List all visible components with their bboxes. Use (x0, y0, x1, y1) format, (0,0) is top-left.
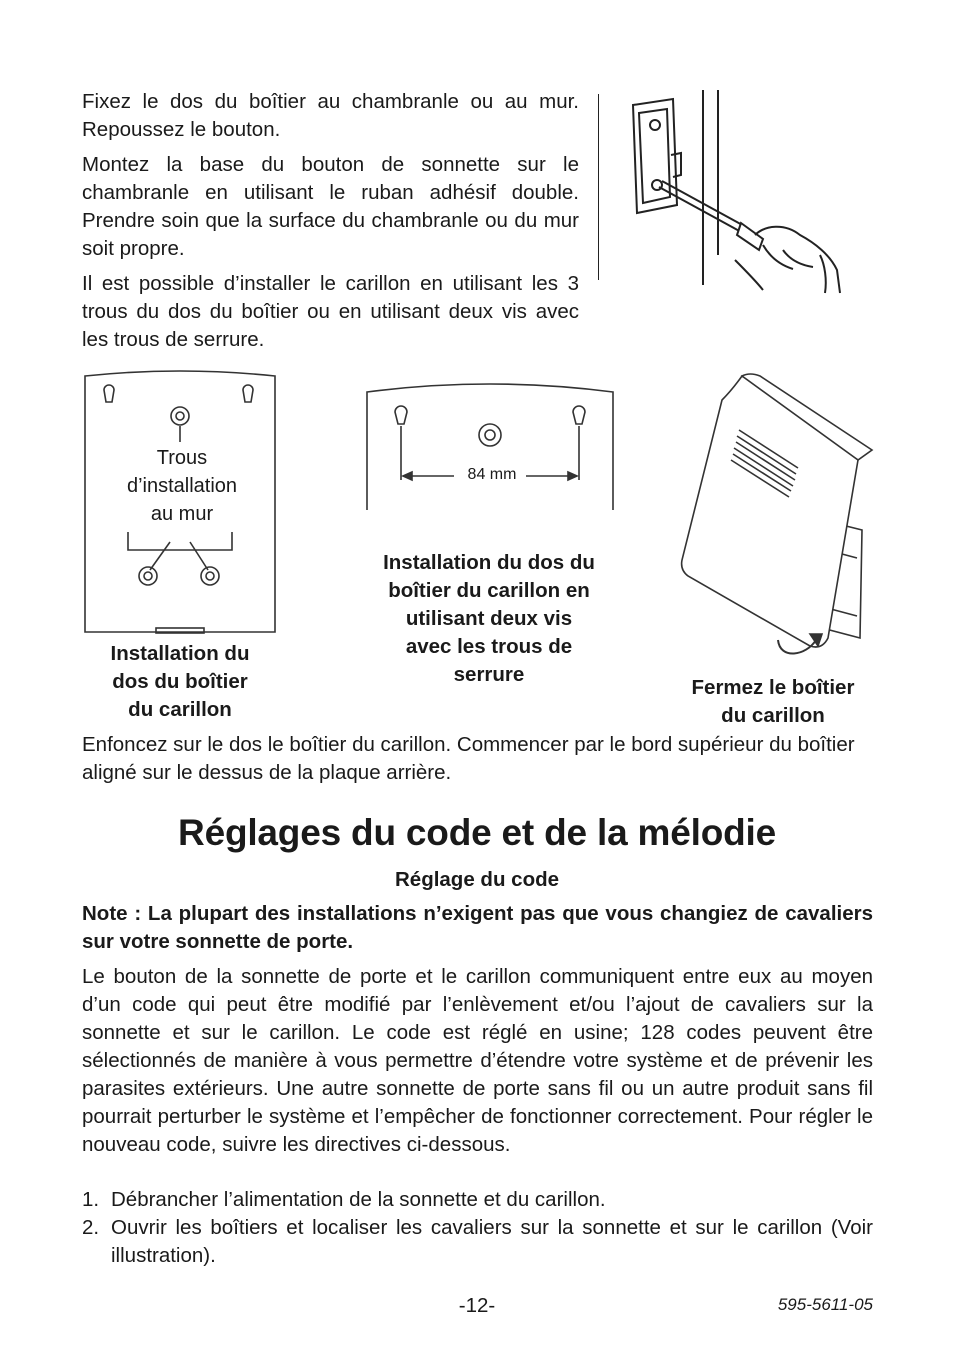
insert-instructions: Enfoncez sur le dos le boîtier du carillon. Commencer par le bord supérieur du boîtier aligné sur le dessus de la plaque arrière. (82, 733, 855, 784)
screwdriver-install-illustration (615, 85, 865, 300)
close-chime-cover-illustration (672, 370, 882, 662)
keyhole-plate-illustration (362, 380, 618, 515)
code-description: Le bouton de la sonnette de porte et le carillon communiquent entre eux au moyen d’un code qui peut être modifié par l’enlèvement et/ou l’ajout de cavaliers sur la sonnette et sur le carillon. Le code est réglé en usine; 128 codes peuvent être sélectionnés de manière à vous permettre d’étendre votre système et de prévenir les parasites extérieurs. Une autre sonnette de porte sans fil ou un autre produit sans fil pourrait perturber le système et l’empêcher de fonctionner correctement. Pour régler le nouveau code, suivre les directives ci-dessous. (82, 965, 873, 1156)
step-text: Ouvrir les boîtiers et localiser les cavaliers sur la sonnette et sur le carillon (Voir illustration). (111, 1216, 873, 1267)
step-text: Débrancher l’alimentation de la sonnette et du carillon. (111, 1188, 606, 1211)
step-number: 1. (82, 1188, 100, 1211)
section-title: Réglages du code et de la mélodie (178, 812, 776, 853)
wall-holes-label-line: d’installation (126, 475, 238, 497)
caption-line: serrure (453, 663, 525, 686)
divider-line (598, 94, 599, 280)
dimension-label: 84 mm (467, 466, 517, 483)
intro-paragraph-2: Montez la base du bouton de sonnette sur le chambranle en utilisant le ruban adhésif double. Prendre soin que la surface du chambranle ou du mur soit propre. (82, 153, 579, 260)
page-number: -12- (458, 1294, 496, 1317)
wall-holes-label-line: au mur (150, 503, 214, 525)
figure-2-caption (350, 549, 628, 689)
step-number: 2. (82, 1216, 100, 1239)
caption-line: Fermez le boîtier (691, 676, 855, 699)
intro-paragraph-1: Fixez le dos du boîtier au chambranle ou au mur. Repoussez le bouton. (82, 90, 579, 141)
figure-3-caption (668, 674, 878, 730)
caption-line: boîtier du carillon en (388, 579, 590, 602)
caption-line: Installation du (110, 642, 250, 665)
wall-holes-label (100, 444, 264, 528)
note-text: Note : La plupart des installations n’exigent pas que vous changiez de cavaliers sur votre sonnette de porte. (82, 902, 873, 953)
step-item (82, 1214, 873, 1270)
caption-line: avec les trous de (405, 635, 573, 658)
caption-line: du carillon (128, 698, 232, 721)
caption-line: du carillon (721, 704, 825, 727)
document-number: 595-5611-05 (777, 1295, 873, 1314)
section-subtitle: Réglage du code (394, 868, 560, 891)
intro-text (82, 88, 579, 361)
caption-line: Installation du dos du (383, 551, 595, 574)
step-item (82, 1186, 873, 1214)
intro-paragraph-3: Il est possible d’installer le carillon en utilisant les 3 trous du dos du boîtier ou en utilisant deux vis avec les trous de serrure. (82, 272, 579, 351)
steps-list (82, 1186, 873, 1270)
wall-holes-label-line: Trous (156, 447, 208, 469)
caption-line: utilisant deux vis (405, 607, 573, 630)
caption-line: dos du boîtier (112, 670, 248, 693)
figure-1-caption (80, 640, 280, 724)
